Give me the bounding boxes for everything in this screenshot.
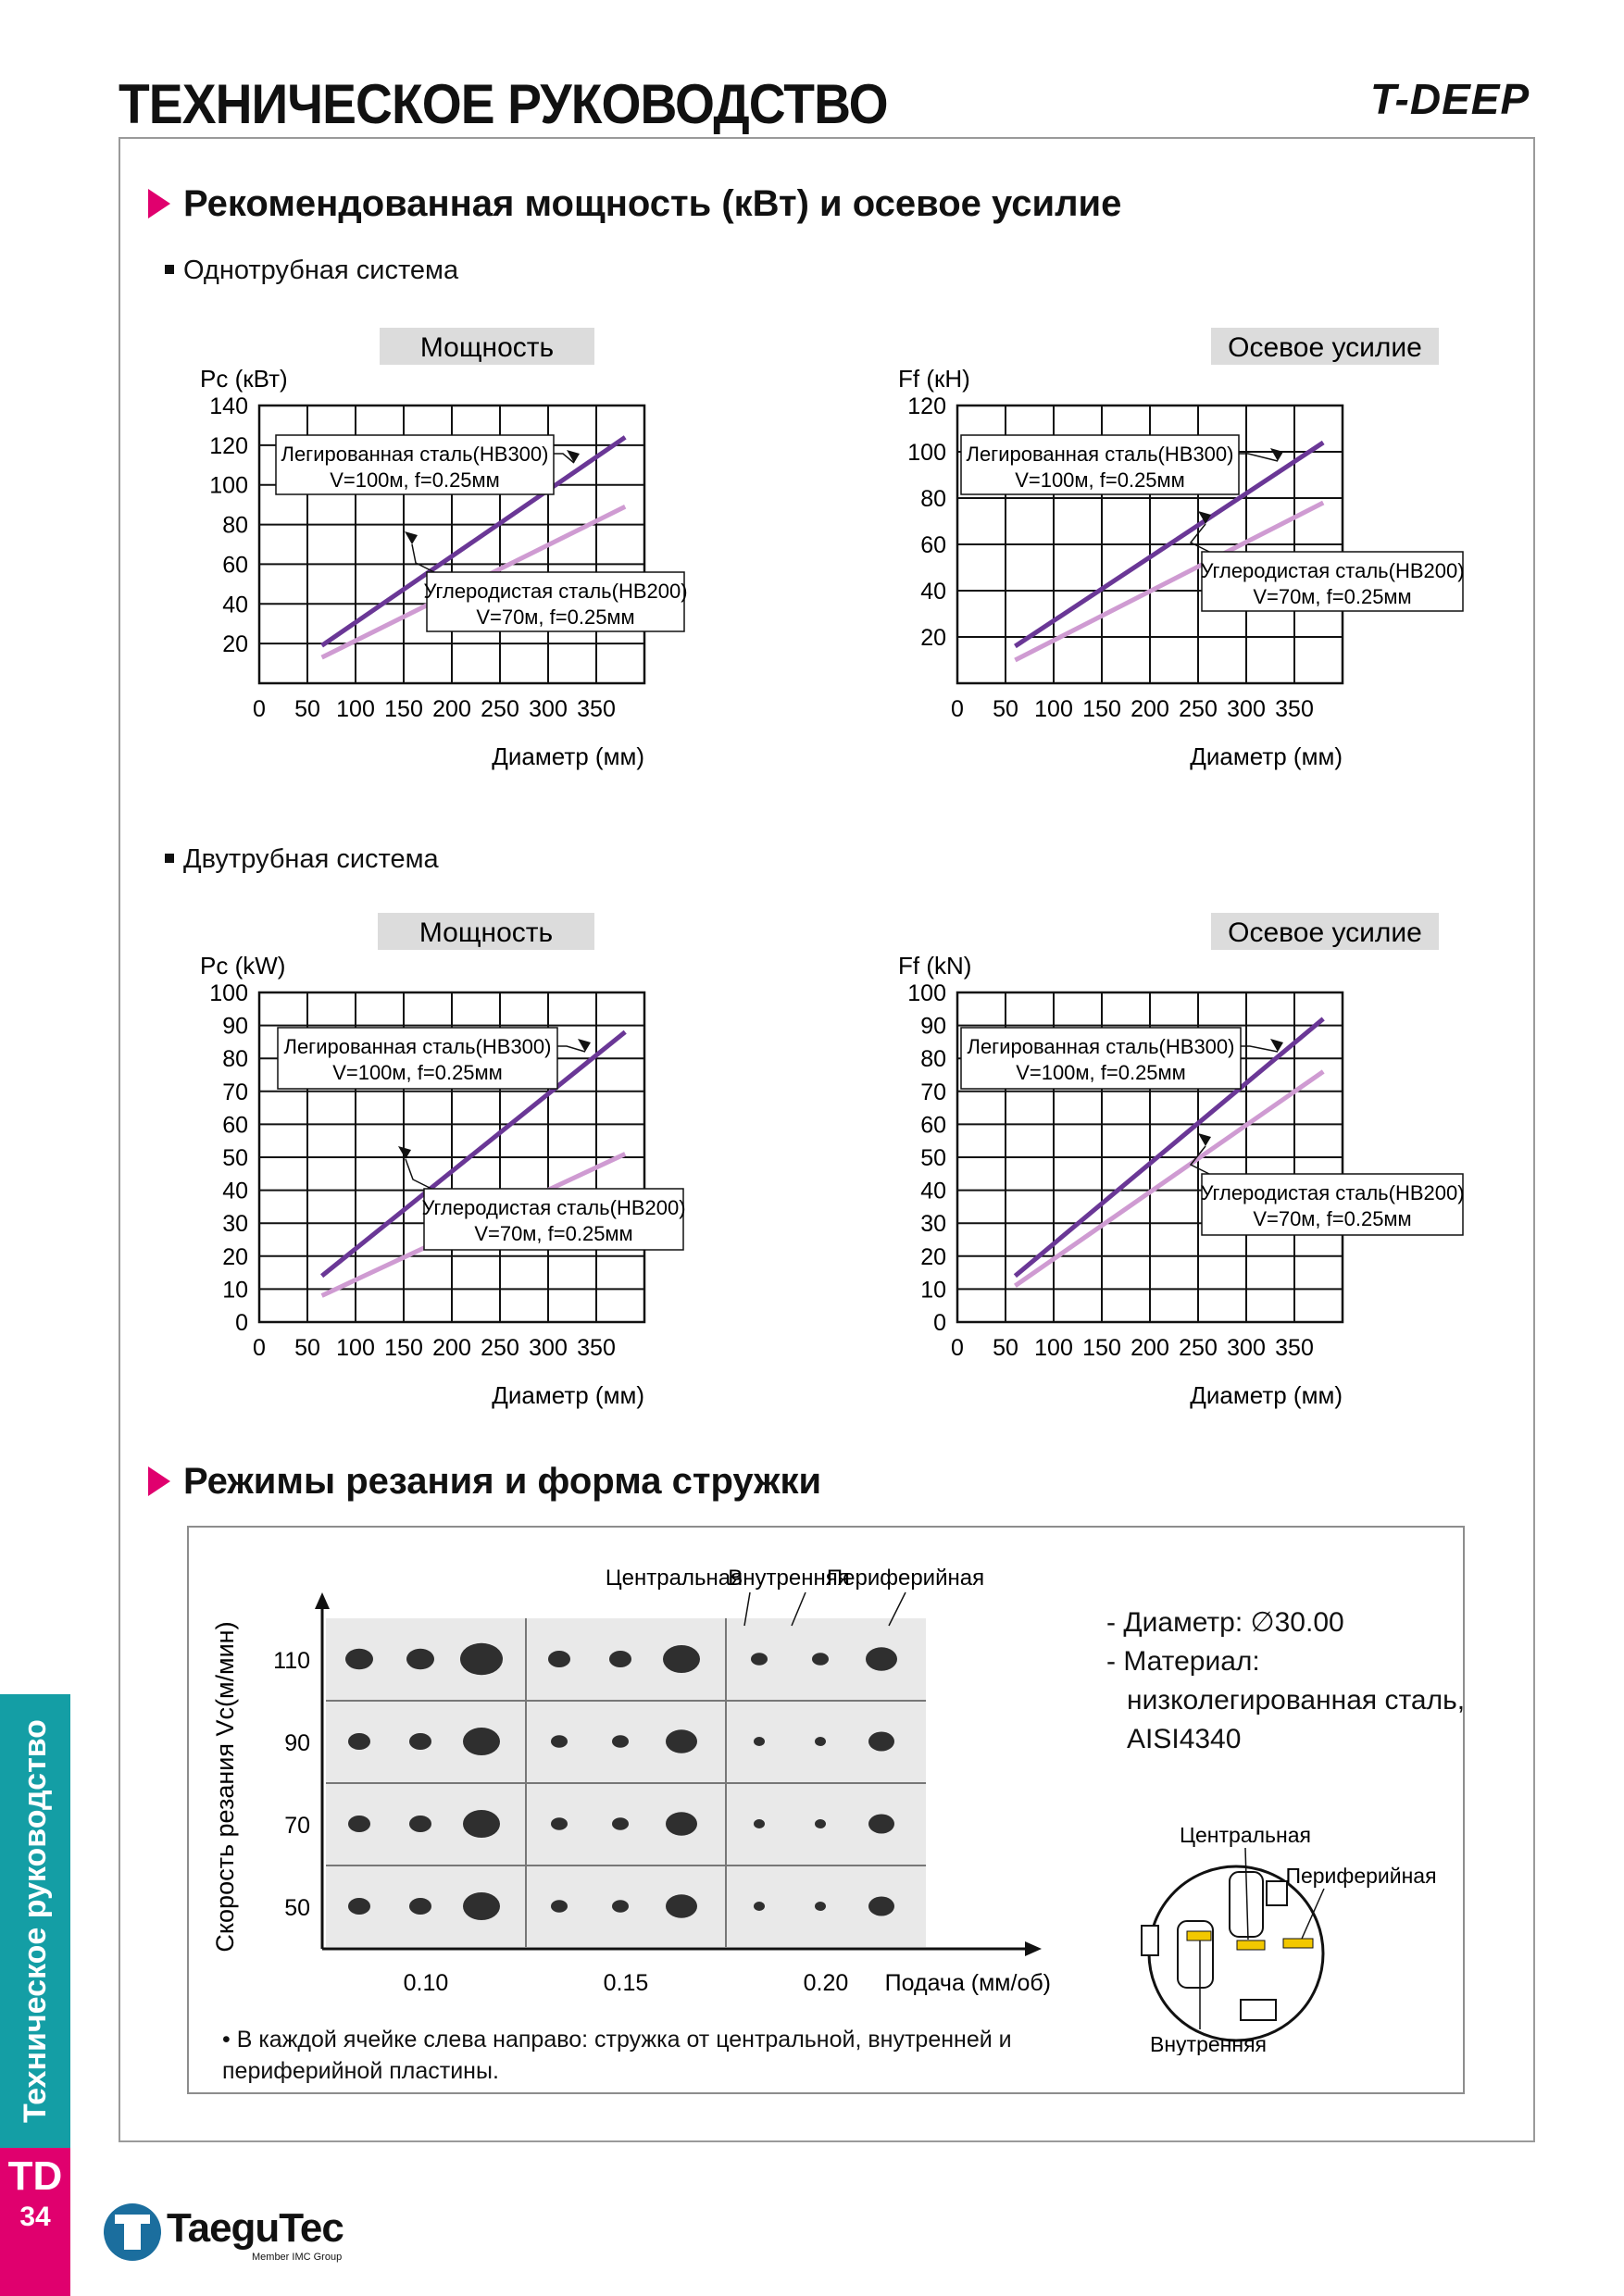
brand-logo: T-DEEP	[1370, 75, 1530, 123]
footnote: • В каждой ячейке слева направо: стружка от центральной, внутренней и периферийной пластины.	[222, 2027, 1012, 2084]
speed-label: 110	[273, 1648, 310, 1674]
info-aisi: AISI4340	[1127, 1724, 1242, 1754]
x-axis-label: Диаметр (мм)	[492, 1381, 644, 1409]
section-code: TD	[7, 2153, 63, 2199]
callout-sub: V=70м, f=0.25мм	[1253, 1207, 1412, 1230]
taegutec-logo-icon	[104, 2203, 161, 2261]
y-tick-label: 100	[209, 472, 248, 499]
x-tick-label: 250	[1179, 696, 1218, 722]
label-inner: Внутренняя	[1150, 2032, 1267, 2055]
y-tick-label: 20	[920, 625, 946, 651]
side-tab-label: Техническое руководство	[18, 1719, 53, 2123]
chip-image	[666, 1729, 697, 1753]
x-tick-label: 100	[1034, 1335, 1073, 1361]
y-tick-label: 40	[222, 1178, 248, 1204]
callout-sub: V=70м, f=0.25мм	[474, 1222, 633, 1245]
subsection-label: Однотрубная система	[183, 256, 459, 285]
test-info	[1106, 1603, 1465, 1759]
chip-grid	[194, 1537, 1083, 2018]
chip-image	[868, 1815, 894, 1834]
column-label: Внутренняя	[728, 1566, 850, 1591]
subsection-single	[165, 256, 458, 286]
insert-peripheral-icon	[1283, 1939, 1313, 1948]
chip-image	[551, 1735, 568, 1748]
section-title-chips	[148, 1461, 821, 1503]
y-tick-label: 80	[920, 1046, 946, 1073]
chip-image	[866, 1647, 897, 1671]
feed-label: 0.15	[603, 1970, 649, 1996]
x-tick-label: 50	[993, 696, 1018, 722]
x-tick-label: 50	[294, 1335, 320, 1361]
y-tick-label: 30	[920, 1211, 946, 1238]
info-material-label: - Материал:	[1106, 1646, 1260, 1677]
y-tick-label: 100	[209, 980, 248, 1006]
y-tick-label: 100	[907, 440, 946, 466]
page-number: 34	[19, 2202, 51, 2232]
speed-label: 90	[284, 1730, 310, 1756]
x-axis-label: Подача (мм/об)	[884, 1970, 1051, 1996]
chip-image	[666, 1894, 697, 1918]
x-tick-label: 350	[577, 696, 616, 722]
bullet-icon	[165, 265, 174, 274]
x-tick-label: 300	[1227, 696, 1266, 722]
callout-name: Легированная сталь(HB300)	[281, 443, 549, 466]
chip-image	[463, 1892, 500, 1920]
y-tick-label: 90	[920, 1013, 946, 1040]
drill-head-diagram	[1111, 1815, 1454, 2055]
y-tick-label: 90	[222, 1013, 248, 1040]
y-tick-label: 60	[920, 1112, 946, 1139]
y-tick-label: 120	[209, 432, 248, 459]
callout-name: Легированная сталь(HB300)	[283, 1035, 552, 1058]
x-tick-label: 300	[529, 696, 568, 722]
drill-pad	[1142, 1926, 1158, 1955]
chip-image	[551, 1817, 568, 1830]
section-arrow-icon	[148, 189, 170, 218]
chip-image	[612, 1735, 629, 1748]
callout-name: Легированная сталь(HB300)	[966, 443, 1234, 466]
chip-image	[754, 1819, 765, 1828]
speed-label: 70	[284, 1813, 310, 1839]
y-tick-label: 50	[222, 1145, 248, 1171]
section-title-power	[148, 183, 1121, 225]
chip-image	[463, 1810, 500, 1838]
x-tick-label: 250	[481, 696, 519, 722]
x-tick-label: 200	[1131, 696, 1169, 722]
callout-sub: V=100м, f=0.25мм	[1016, 1061, 1186, 1084]
y-tick-label: 10	[222, 1277, 248, 1304]
chip-image	[815, 1902, 826, 1911]
chip-image	[666, 1812, 697, 1836]
x-tick-label: 50	[993, 1335, 1018, 1361]
page-title: ТЕХНИЧЕСКОЕ РУКОВОДСТВО	[119, 73, 888, 135]
chip-image	[409, 1898, 431, 1915]
info-material: низколегированная сталь,	[1127, 1685, 1466, 1716]
chart-double-power	[148, 900, 796, 1418]
column-label: Центральная	[605, 1566, 743, 1591]
x-tick-label: 200	[432, 1335, 471, 1361]
chart-title: Осевое усилие	[1228, 332, 1422, 363]
y-tick-label: 20	[222, 1243, 248, 1270]
y-axis-label: Ff (kN)	[898, 952, 972, 980]
x-tick-label: 300	[529, 1335, 568, 1361]
feed-label: 0.10	[403, 1970, 449, 1996]
x-tick-label: 150	[1082, 696, 1121, 722]
column-label: Периферийная	[826, 1566, 985, 1591]
callout-sub: V=100м, f=0.25мм	[330, 468, 500, 492]
y-tick-label: 40	[920, 1178, 946, 1204]
info-diameter: - Диаметр: ∅30.00	[1106, 1607, 1344, 1638]
chip-image	[548, 1651, 570, 1667]
x-tick-label: 200	[432, 696, 471, 722]
label-peripheral: Периферийная	[1285, 1864, 1437, 1888]
chip-image	[612, 1817, 629, 1830]
y-tick-label: 80	[222, 1046, 248, 1073]
chart-single-power	[148, 315, 796, 824]
y-tick-label: 120	[907, 393, 946, 419]
section-title-text: Режимы резания и форма стружки	[183, 1461, 822, 1502]
y-tick-label: 80	[920, 486, 946, 512]
chip-image	[868, 1897, 894, 1916]
chip-image	[815, 1737, 826, 1746]
chip-image	[406, 1649, 434, 1670]
y-tick-label: 50	[920, 1145, 946, 1171]
x-tick-label: 150	[384, 696, 423, 722]
chip-image	[345, 1649, 373, 1670]
y-axis-label: Ff (кН)	[898, 365, 970, 393]
chip-image	[751, 1653, 768, 1666]
chart-double-force	[833, 900, 1500, 1418]
feed-label: 0.20	[803, 1970, 849, 1996]
y-axis-arrow-icon	[315, 1592, 330, 1609]
chip-image	[609, 1651, 631, 1667]
chip-image	[812, 1653, 829, 1666]
page-box	[0, 2148, 70, 2296]
x-tick-label: 200	[1131, 1335, 1169, 1361]
chip-image	[663, 1645, 700, 1673]
chip-image	[754, 1902, 765, 1911]
x-tick-label: 0	[253, 1335, 266, 1361]
bullet-icon	[165, 854, 174, 863]
x-tick-label: 150	[1082, 1335, 1121, 1361]
y-tick-label: 40	[222, 592, 248, 618]
label-central: Центральная	[1180, 1823, 1311, 1847]
insert-inner-icon	[1187, 1931, 1211, 1940]
y-tick-label: 30	[222, 1211, 248, 1238]
y-tick-label: 80	[222, 512, 248, 539]
chip-image	[868, 1732, 894, 1752]
x-tick-label: 350	[1275, 1335, 1314, 1361]
x-tick-label: 250	[481, 1335, 519, 1361]
y-tick-label: 40	[920, 579, 946, 605]
x-axis-label: Диаметр (мм)	[1190, 742, 1343, 770]
chip-image	[463, 1728, 500, 1755]
footer-logo-sub: Member IMC Group	[252, 2252, 343, 2263]
x-tick-label: 50	[294, 696, 320, 722]
callout-sub: V=100м, f=0.25мм	[332, 1061, 503, 1084]
subsection-double	[165, 844, 439, 875]
chart-title: Мощность	[419, 332, 555, 363]
chip-image	[348, 1898, 370, 1915]
callout-sub: V=70м, f=0.25мм	[1253, 585, 1412, 608]
y-tick-label: 60	[920, 532, 946, 558]
chip-image	[409, 1816, 431, 1832]
callout-name: Легированная сталь(HB300)	[967, 1035, 1235, 1058]
x-tick-label: 150	[384, 1335, 423, 1361]
x-tick-label: 250	[1179, 1335, 1218, 1361]
y-tick-label: 60	[222, 552, 248, 579]
callout-name: Углеродистая сталь(HB200)	[1200, 1181, 1465, 1204]
x-tick-label: 0	[253, 696, 266, 722]
subsection-label: Двутрубная система	[183, 844, 439, 874]
y-tick-label: 70	[920, 1079, 946, 1105]
chip-image	[612, 1900, 629, 1913]
drill-body	[1149, 1866, 1323, 2040]
x-tick-label: 350	[1275, 696, 1314, 722]
section-title-text: Рекомендованная мощность (кВт) и осевое усилие	[183, 183, 1122, 224]
y-tick-label: 10	[920, 1277, 946, 1304]
chart-title: Осевое усилие	[1228, 917, 1422, 948]
y-tick-label: 140	[209, 393, 248, 419]
chart-title: Мощность	[418, 917, 554, 948]
callout-sub: V=70м, f=0.25мм	[476, 605, 635, 629]
drill-pad	[1267, 1881, 1287, 1905]
callout-sub: V=100м, f=0.25мм	[1015, 468, 1185, 492]
chip-image	[460, 1643, 503, 1676]
x-tick-label: 350	[577, 1335, 616, 1361]
x-axis-label: Диаметр (мм)	[492, 742, 644, 770]
y-axis-label: Pc (кВт)	[200, 365, 288, 393]
x-tick-label: 300	[1227, 1335, 1266, 1361]
speed-label: 50	[284, 1895, 310, 1921]
section-arrow-icon	[148, 1466, 170, 1496]
y-tick-label: 20	[920, 1243, 946, 1270]
chip-image	[348, 1733, 370, 1750]
drill-pad	[1241, 2000, 1276, 2020]
y-tick-label: 0	[933, 1310, 946, 1336]
x-tick-label: 100	[336, 1335, 375, 1361]
chart-single-force	[833, 315, 1500, 824]
callout-name: Углеродистая сталь(HB200)	[423, 580, 688, 603]
y-tick-label: 60	[222, 1112, 248, 1139]
x-axis-label: Диаметр (мм)	[1190, 1381, 1343, 1409]
y-axis-label: Скорость резания Vc(м/мин)	[211, 1621, 239, 1953]
x-axis-arrow-icon	[1025, 1941, 1042, 1956]
footer-logo: TaeguTec	[167, 2205, 344, 2251]
x-tick-label: 100	[336, 696, 375, 722]
x-tick-label: 0	[951, 1335, 964, 1361]
chip-image	[409, 1733, 431, 1750]
x-tick-label: 0	[951, 696, 964, 722]
chip-image	[551, 1900, 568, 1913]
y-tick-label: 20	[222, 631, 248, 658]
y-tick-label: 70	[222, 1079, 248, 1105]
x-tick-label: 100	[1034, 696, 1073, 722]
y-tick-label: 100	[907, 980, 946, 1006]
y-axis-label: Pc (kW)	[200, 952, 286, 980]
callout-name: Углеродистая сталь(HB200)	[421, 1196, 686, 1219]
y-tick-label: 0	[235, 1310, 248, 1336]
chip-image	[815, 1819, 826, 1828]
callout-name: Углеродистая сталь(HB200)	[1200, 559, 1465, 582]
chip-image	[348, 1816, 370, 1832]
insert-central-icon	[1237, 1940, 1265, 1950]
chip-image	[754, 1737, 765, 1746]
